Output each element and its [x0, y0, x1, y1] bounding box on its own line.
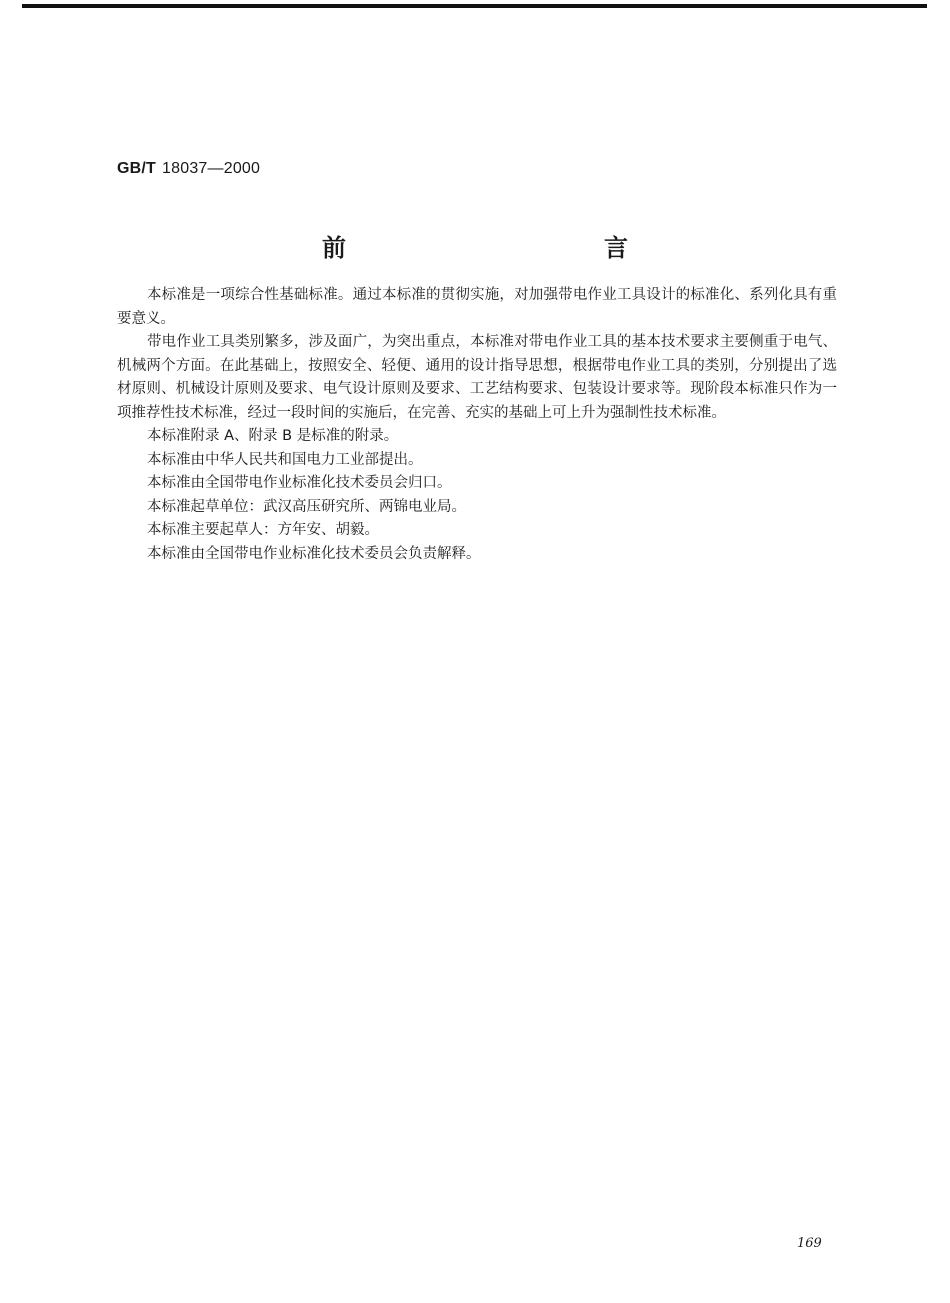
paragraph-2: 带电作业工具类别繁多，涉及面广，为突出重点，本标准对带电作业工具的基本技术要求主要侧重于电气、机械两个方面。在此基础上，按照安全、轻便、通用的设计指导思想，根据带电作业工具的类别，分别提出了选材原则、机械设计原则及要求、电气设计原则及要求、工艺结构要求、包装设计要求等。现阶段本标准只作为一项推荐性技术标准，经过一段时间的实施后，在完善、充实的基础上可上升为强制性技术标准。	[117, 334, 837, 421]
paragraph-8: 本标准由全国带电作业标准化技术委员会负责解释。	[147, 545, 481, 562]
paragraph-1: 本标准是一项综合性基础标准。通过本标准的贯彻实施，对加强带电作业工具设计的标准化、系列化具有重要意义。	[117, 287, 837, 327]
standard-prefix: GB/T	[117, 160, 157, 177]
page-title: 前 言	[322, 234, 698, 262]
foreword-body	[117, 284, 837, 566]
paragraph-3: 本标准附录 A、附录 B 是标准的附录。	[147, 428, 399, 444]
paragraph-4: 本标准由中华人民共和国电力工业部提出。	[147, 451, 423, 468]
standard-number: 18037—2000	[162, 160, 261, 177]
top-rule	[22, 4, 927, 8]
standard-code	[117, 160, 260, 178]
paragraph-7: 本标准主要起草人：方年安、胡毅。	[147, 522, 379, 538]
paragraph-5: 本标准由全国带电作业标准化技术委员会归口。	[147, 475, 452, 491]
paragraph-6: 本标准起草单位：武汉高压研究所、两锦电业局。	[147, 498, 466, 515]
page-number: 169	[797, 1236, 822, 1251]
